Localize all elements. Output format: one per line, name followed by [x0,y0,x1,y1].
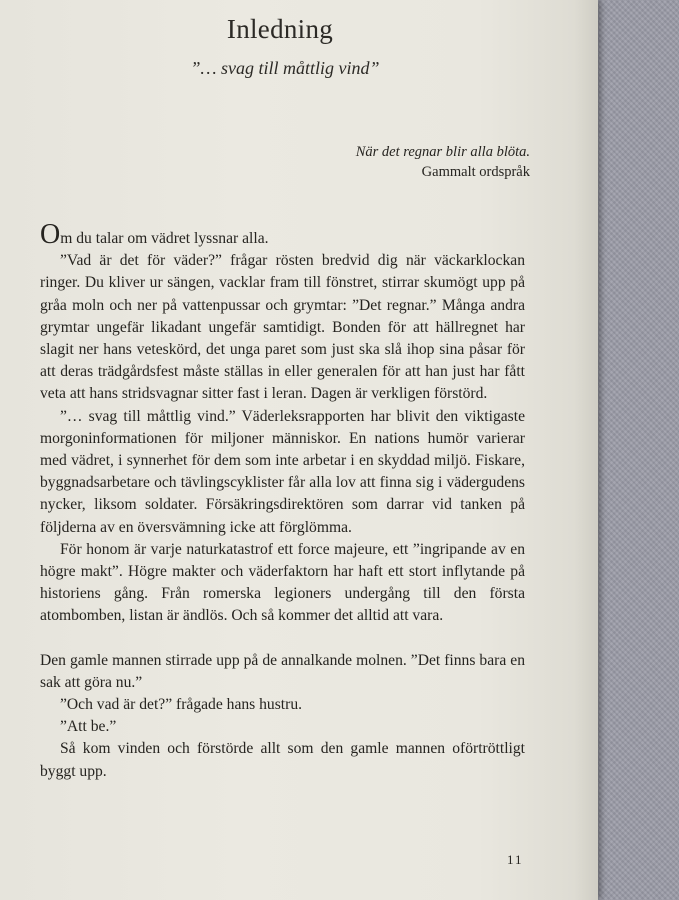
body-text [40,219,525,783]
epigraph [356,142,530,182]
paragraph-6: ”Och vad är det?” frågade hans hustru. [60,696,303,714]
epigraph-source: Gammalt ordspråk [421,164,530,180]
chapter-subtitle: ”… svag till måttlig vind” [190,58,380,78]
paragraph-2: ”Vad är det för väder?” frågar rösten bredvid dig när väckarklockan ringer. Du kliver ur sängen, vacklar fram till fönstret, stirrar skumögt upp på gråa moln och ner på vattenpussar och grymtar: ”Det regnar.” Många andra grymtar ungefär likadant ungefär samtidigt. Bonden för att hällregnet har slagit ner hans veteskörd, det unga paret som just ska slå ihop sina påsar för att deras trädgårdsfest måste ställas in eller generalen för att han just har fått veta att hans stridsvagnar sitter fast i leran. Dagen är verkligen förstörd. [40,252,525,403]
paragraph-5: Den gamle mannen stirrade upp på de annalkande molnen. ”Det finns bara en sak att göra nu.” [40,651,525,691]
chapter-title: Inledning [226,14,334,44]
paragraph-8: Så kom vinden och förstörde allt som den gamle mannen oförtröttligt byggt upp. [40,740,525,780]
paragraph-1-text: m du talar om vädret lyssnar alla. [60,230,269,247]
paragraph-7: ”Att be.” [60,718,117,736]
fabric-background [589,0,679,900]
epigraph-quote: När det regnar blir alla blöta. [355,144,530,160]
page-number: 11 [507,852,524,867]
paragraph-3: ”… svag till måttlig vind.” Väderleksrapporten har blivit den viktigaste morgoninformationen för miljoner människor. En nations humör varierar med vädret, i synnerhet för dem som inte arbetar i en skyddad miljö. Fiskare, byggnadsarbetare och tävlingscyklister får alla lov att finna sig i vädergudens nycker, liksom soldater. Försäkringsdirektören som darrar vid tanken på följderna av en översvämning icke att förglömma. [40,407,525,536]
paragraph-1 [40,219,525,250]
drop-cap: O [40,219,61,250]
paragraph-4: För honom är varje naturkatastrof ett force majeure, ett ”ingripande av en högre makt”. Högre makter och väderfaktorn har haft ett stort inflytande på historiens gång. Från romerska legioners undergång till den första atombomben, listan är ändlös. Och så kommer det alltid att vara. [40,540,525,625]
